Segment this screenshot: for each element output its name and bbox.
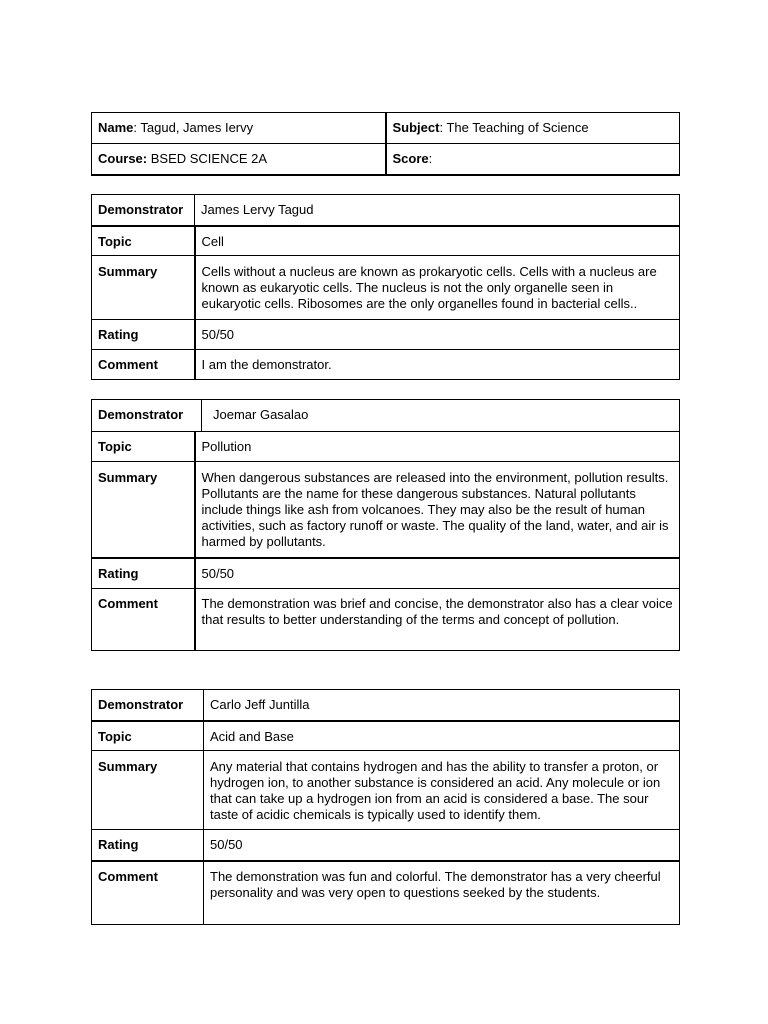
comment-label: Comment xyxy=(92,350,195,380)
summary-value: When dangerous substances are released into the environment, pollution results. Pollutants are the name for these dangerous substances. Natural pollutants include things like ash from volcanoes. They may also be the result of human activities, such as factory runoff or waste. The quality of the land, water, and air is harmed by pollutants. xyxy=(195,462,680,558)
course-cell xyxy=(92,144,386,175)
course-label: Course: xyxy=(98,151,148,166)
topic-label: Topic xyxy=(92,226,195,256)
score-label: Score xyxy=(392,151,429,166)
topic-label: Topic xyxy=(92,721,204,751)
demonstrator-label: Demonstrator xyxy=(92,400,202,431)
name-label: Name xyxy=(98,120,134,135)
rating-value: 50/50 xyxy=(204,830,680,861)
course-value: BSED SCIENCE 2A xyxy=(147,151,268,166)
demonstrator-row xyxy=(92,400,680,432)
demonstration-table-1 xyxy=(91,194,680,380)
topic-label: Topic xyxy=(92,432,195,462)
rating-value: 50/50 xyxy=(195,558,680,589)
score-value: : xyxy=(428,151,433,166)
rating-label: Rating xyxy=(92,558,195,589)
demonstration-table-3 xyxy=(91,689,680,925)
comment-value: The demonstration was brief and concise, the demonstrator also has a clear voice that results to better understanding of the terms and concept of pollution. xyxy=(195,589,680,651)
topic-value: Cell xyxy=(195,226,680,256)
summary-value: Any material that contains hydrogen and has the ability to transfer a proton, or hydrogen ion, to another substance is considered an acid. Any molecule or ion that can take up a hydrogen ion from an acid is considered a base. The sour taste of acidic chemicals is typically used to identify them. xyxy=(204,751,680,830)
demonstrator-value: Carlo Jeff Juntilla xyxy=(204,690,680,721)
summary-label: Summary xyxy=(92,462,195,558)
summary-value: Cells without a nucleus are known as prokaryotic cells. Cells with a nucleus are known as eukaryotic cells. The nucleus is not the only organelle seen in eukaryotic cells. Ribosomes are the only organelles found in bacterial cells.. xyxy=(195,256,680,320)
topic-value: Pollution xyxy=(195,432,680,462)
student-info-table xyxy=(91,112,680,176)
subject-label: Subject xyxy=(392,120,440,135)
comment-label: Comment xyxy=(92,861,204,925)
subject-cell xyxy=(386,113,680,144)
summary-label: Summary xyxy=(92,256,195,320)
rating-value: 50/50 xyxy=(195,320,680,350)
subject-value: : The Teaching of Science xyxy=(439,120,589,135)
comment-label: Comment xyxy=(92,589,195,651)
summary-label: Summary xyxy=(92,751,204,830)
comment-value: The demonstration was fun and colorful. The demonstrator has a very cheerful personality and was very open to questions seeked by the students. xyxy=(204,861,680,925)
name-value: : Tagud, James Iervy xyxy=(133,120,254,135)
demonstrator-label: Demonstrator xyxy=(92,690,204,721)
rating-label: Rating xyxy=(92,320,195,350)
demonstrator-label: Demonstrator xyxy=(92,195,195,226)
demonstrator-value: Joemar Gasalao xyxy=(213,407,309,422)
name-cell xyxy=(92,113,386,144)
rating-label: Rating xyxy=(92,830,204,861)
demonstrator-value: James Lervy Tagud xyxy=(195,195,680,226)
topic-value: Acid and Base xyxy=(204,721,680,751)
comment-value: I am the demonstrator. xyxy=(195,350,680,380)
demonstration-table-2 xyxy=(91,399,680,651)
score-cell xyxy=(386,144,680,175)
